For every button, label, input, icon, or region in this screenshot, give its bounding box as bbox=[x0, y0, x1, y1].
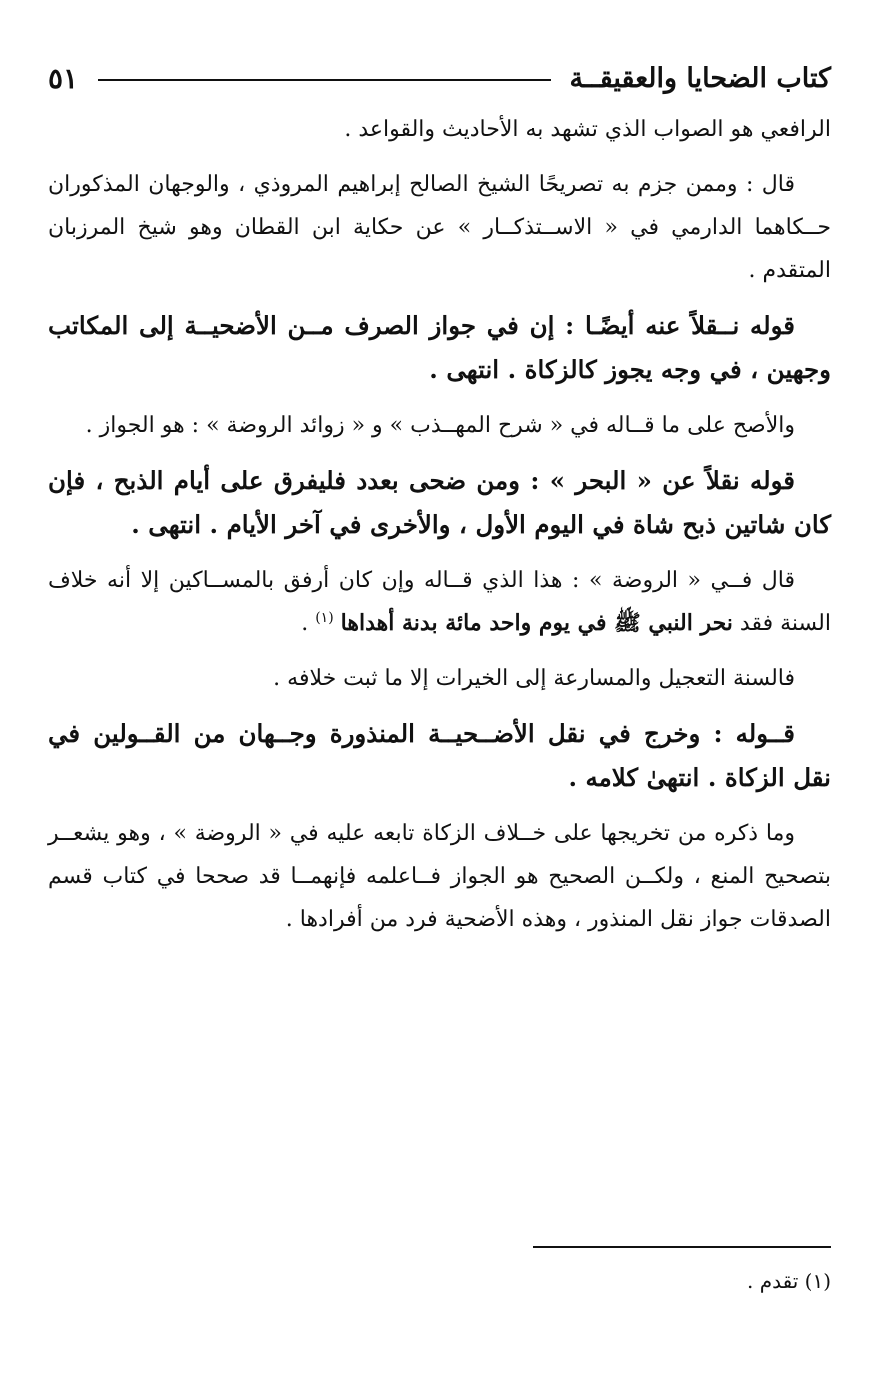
quoted-statement-2: قوله نقلاً عن « البحر » : ومن ضحى بعدد فليفرق على أيام الذبح ، فإن كان شاتين ذبح شاة في اليوم الأول ، والأخرى في آخر الأيام . انتهى . bbox=[48, 466, 831, 539]
header-rule bbox=[98, 79, 551, 81]
footnote-1: (١) تقدم . bbox=[746, 1269, 831, 1293]
paragraph-6-text: قال فــي « الروضة » : هذا الذي قــاله وإن كان أرفق بالمســاكين إلا أنه خلاف السنة فقد bbox=[48, 568, 831, 636]
footnote-rule bbox=[533, 1246, 831, 1248]
hadith-phrase: نحر النبي ﷺ في يوم واحد مائة بدنة أهداها bbox=[340, 610, 733, 636]
paragraph-7: فالسنة التعجيل والمسارعة إلى الخيرات إلا ما ثبت خلافه . bbox=[273, 666, 795, 691]
book-page bbox=[48, 56, 831, 1352]
paragraph-6 bbox=[48, 559, 831, 645]
paragraph-4: والأصح على ما قــاله في « شرح المهــذب » و « زوائد الروضة » : هو الجواز . bbox=[85, 413, 795, 438]
footnote-reference[interactable]: (١) bbox=[315, 610, 334, 626]
quoted-statement-3: قــوله : وخرج في نقل الأضــحيــة المنذورة وجــهان من القــولين في نقل الزكاة . انتهىٰ كلامه . bbox=[48, 719, 831, 792]
paragraph-6-end: . bbox=[301, 611, 316, 636]
page-number: ٥١ bbox=[48, 61, 79, 95]
page-body bbox=[48, 108, 831, 941]
quoted-statement-1: قوله نــقلاً عنه أيضًـا : إن في جواز الصرف مــن الأضحيــة إلى المكاتب وجهين ، في وجه يجوز كالزكاة . انتهى . bbox=[48, 311, 831, 384]
paragraph-9: وما ذكره من تخريجها على خــلاف الزكاة تابعه عليه في « الروضة » ، وهو يشعــر بتصحيح المنع ، ولكــن الصحيح هو الجواز فــاعلمه فإنهمــا قد صححا في كتاب قسم الصدقات جواز نقل المنذور ، وهذه الأضحية فرد من أفرادها . bbox=[48, 821, 831, 932]
page-header bbox=[48, 56, 831, 100]
paragraph-1: الرافعي هو الصواب الذي تشهد به الأحاديث والقواعد . bbox=[344, 117, 831, 142]
running-title: كتاب الضحايا والعقيقــة bbox=[569, 62, 831, 94]
paragraph-2: قال : وممن جزم به تصريحًا الشيخ الصالح إبراهيم المروذي ، والوجهان المذكوران حــكاهما الدارمي في « الاســتذكــار » عن حكاية ابن القطان وهو شيخ المرزبان المتقدم . bbox=[48, 172, 831, 283]
